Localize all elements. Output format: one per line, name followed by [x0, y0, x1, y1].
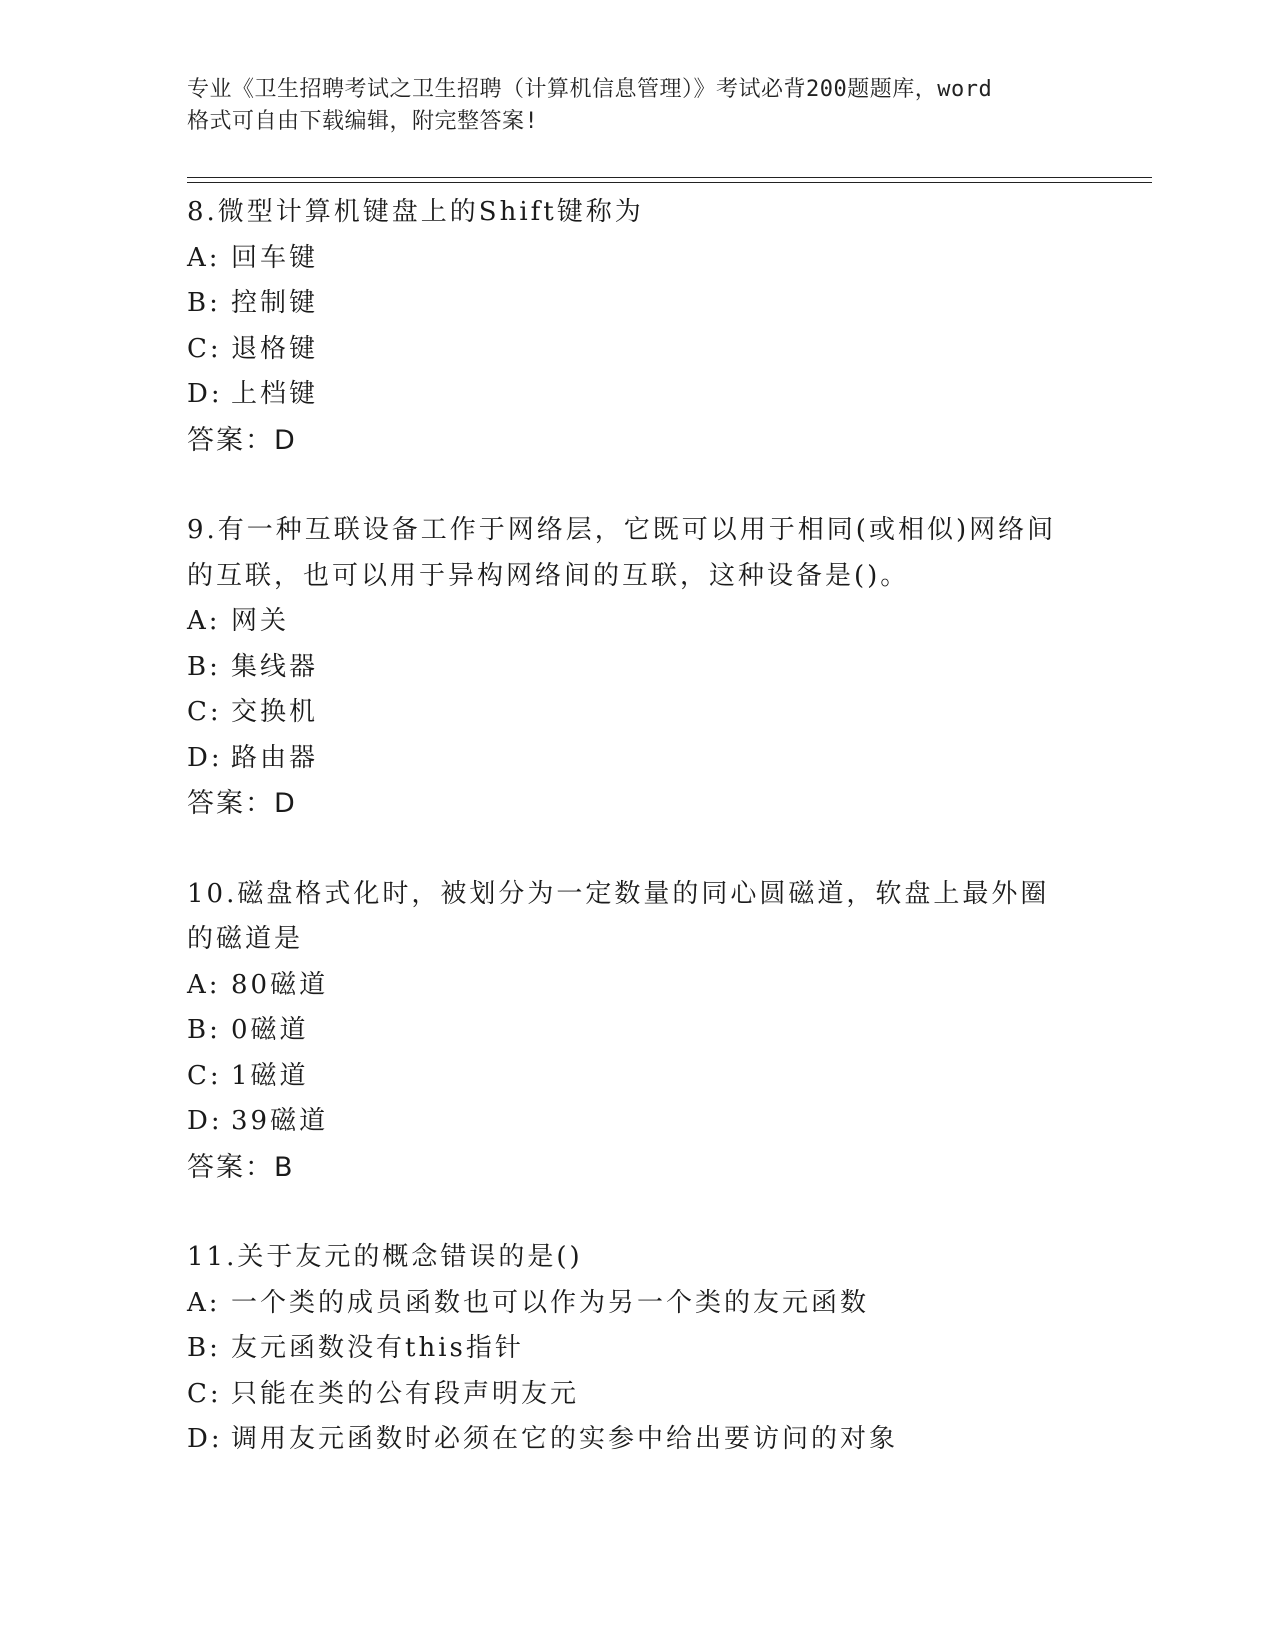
question-list — [187, 190, 1127, 1508]
option-text: 上档键 — [231, 379, 319, 409]
option-letter: B: — [187, 1015, 221, 1045]
option-letter: C: — [187, 1060, 222, 1091]
option-letter: C: — [187, 1378, 222, 1409]
header-divider-top — [187, 177, 1152, 178]
question-10 — [187, 872, 1127, 1191]
option-a — [187, 236, 1127, 282]
question-8 — [187, 190, 1127, 463]
header-line-1: 专业《卫生招聘考试之卫生招聘（计算机信息管理）》考试必背200题题库，word — [187, 77, 993, 102]
option-d — [187, 736, 1127, 782]
option-letter: D: — [187, 379, 223, 409]
option-b — [187, 1326, 1127, 1372]
option-letter: D: — [187, 1106, 223, 1136]
option-a — [187, 599, 1127, 645]
option-letter: D: — [187, 1424, 223, 1454]
option-letter: D: — [187, 742, 223, 773]
answer-line: 答案：D — [187, 424, 297, 456]
option-b — [187, 281, 1127, 327]
question-stem: 11.关于友元的概念错误的是() — [187, 1242, 583, 1272]
option-a — [187, 1281, 1127, 1327]
option-text: 0磁道 — [231, 1015, 309, 1045]
option-b — [187, 645, 1127, 691]
question-stem: 9.有一种互联设备工作于网络层，它既可以用于相同(或相似)网络间的互联，也可以用于异构网络间的互联，这种设备是()。 — [187, 515, 1057, 591]
option-a — [187, 963, 1127, 1009]
question-9 — [187, 508, 1127, 827]
header-line-2: 格式可自由下载编辑，附完整答案! — [187, 109, 539, 134]
option-text: 控制键 — [231, 288, 319, 318]
option-text: 39磁道 — [231, 1106, 329, 1136]
option-d — [187, 372, 1127, 418]
option-c — [187, 1054, 1127, 1100]
option-text: 只能在类的公有段声明友元 — [231, 1378, 580, 1409]
option-letter: C: — [187, 697, 222, 727]
option-text: 退格键 — [231, 333, 319, 364]
option-letter: B: — [187, 288, 221, 318]
option-text: 1磁道 — [231, 1060, 309, 1091]
option-text: 集线器 — [231, 651, 319, 682]
question-stem: 8.微型计算机键盘上的Shift键称为 — [187, 197, 644, 227]
header-divider-bottom — [187, 182, 1152, 183]
document-header — [187, 74, 1087, 138]
option-text: 80磁道 — [231, 969, 329, 1000]
option-text: 回车键 — [231, 242, 319, 273]
question-11 — [187, 1235, 1127, 1463]
option-d — [187, 1417, 1127, 1463]
option-letter: A: — [187, 606, 221, 636]
option-letter: A: — [187, 1287, 221, 1318]
option-c — [187, 1372, 1127, 1418]
option-c — [187, 690, 1127, 736]
option-d — [187, 1099, 1127, 1145]
option-text: 交换机 — [231, 697, 319, 727]
option-text: 友元函数没有this指针 — [231, 1333, 524, 1363]
option-text: 网关 — [231, 606, 290, 636]
option-text: 一个类的成员函数也可以作为另一个类的友元函数 — [231, 1287, 870, 1318]
option-c — [187, 327, 1127, 373]
option-letter: A: — [187, 242, 221, 273]
option-text: 调用友元函数时必须在它的实参中给出要访问的对象 — [231, 1424, 899, 1454]
question-stem: 10.磁盘格式化时，被划分为一定数量的同心圆磁道，软盘上最外圈的磁道是 — [187, 878, 1050, 954]
option-letter: B: — [187, 651, 221, 682]
option-letter: B: — [187, 1333, 221, 1363]
option-text: 路由器 — [231, 742, 319, 773]
answer-line: 答案：D — [187, 788, 297, 819]
answer-line: 答案：B — [187, 1151, 295, 1183]
option-b — [187, 1008, 1127, 1054]
option-letter: C: — [187, 333, 222, 364]
option-letter: A: — [187, 969, 221, 1000]
